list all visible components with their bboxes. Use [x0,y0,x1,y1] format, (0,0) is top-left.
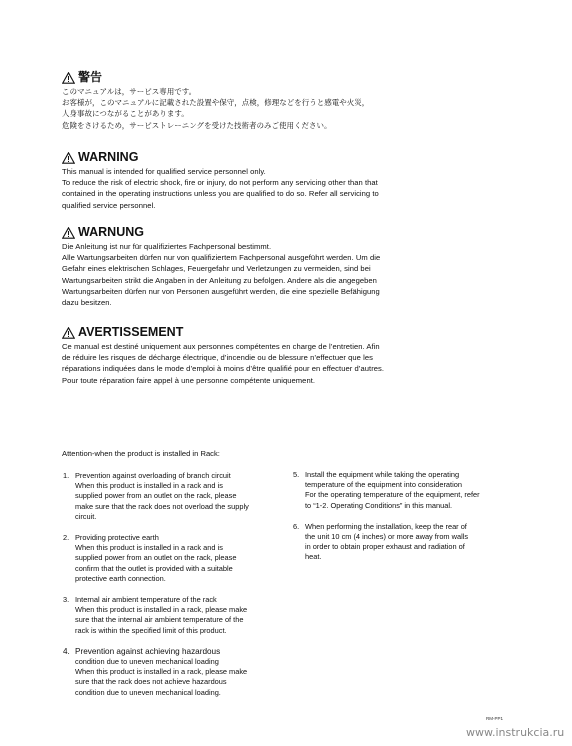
fr-warning-body [62,341,502,386]
rack-item-line: temperature of the equipment into consideration [305,480,462,490]
rack-item-line: the unit 10 cm (4 inches) or more away from walls [305,532,469,542]
en-warning-title [62,150,502,165]
fr-warning-title [62,325,502,340]
rack-item-body [63,543,278,584]
rack-item-line: condition due to uneven mechanical loading [75,657,219,667]
rack-item-line: supplied power from an outlet on the rack, please [75,491,237,501]
jp-warning-line: このマニュアルは，サービス専用です。 [62,87,197,96]
rack-item-body [63,481,278,522]
rack-items-left-column [63,471,278,709]
rack-item-number: 2. [63,533,70,543]
en-warning-section [62,150,502,211]
de-warning-line: Die Anleitung ist nur für qualifiziertes Fachpersonal bestimmt. [62,242,272,251]
rack-item-heading: Install the equipment while taking the operating [305,470,460,479]
fr-warning-title-text: AVERTISSEMENT [78,325,184,339]
rack-item-heading: Prevention against overloading of branch circuit [75,471,231,480]
rack-item-line: heat. [305,552,322,562]
warning-triangle-icon [62,72,75,84]
en-warning-line: This manual is intended for qualified service personnel only. [62,167,266,176]
rack-item [293,522,513,563]
rack-items-right-column [293,470,513,574]
de-warning-section [62,225,502,308]
rack-item-line: When this product is installed in a rack and is [75,543,223,553]
jp-warning-title [62,70,502,85]
de-warning-title [62,225,502,240]
fr-warning-line: Pour toute réparation faire appel à une personne compétente uniquement. [62,375,316,385]
de-warning-body [62,241,502,308]
rack-item-number: 5. [293,470,300,479]
rack-item [63,647,278,698]
de-warning-line: Wartungsarbeiten dürfen nur von Personen ausgeführt werden, die eine spezielle Befähigung [62,286,380,296]
rack-item [63,471,278,522]
rack-item-line: condition due to uneven mechanical loading. [75,687,221,697]
en-warning-line: contained in the operating instructions unless you are qualified to do so. Refer all servicing to [62,189,379,199]
rack-item-body [293,480,513,511]
fr-warning-line: de réduire les risques de décharge électrique, d’incendie ou de blessure n’effectuer que les [62,353,373,363]
en-warning-line: qualified service personnel. [62,200,156,210]
rack-item-line: confirm that the outlet is provided with a suitable [75,563,233,573]
rack-item-number: 1. [63,471,70,480]
rack-item-heading: When performing the installation, keep the rear of [305,521,467,531]
fr-warning-section [62,325,502,386]
jp-warning-section [62,70,502,131]
rack-item-body [293,532,513,563]
rack-item-line: sure that the rack does not achieve hazardous [75,677,227,687]
fr-warning-line: réparations indiquées dans le mode d’emploi à moins d’être qualifié pour en effectuer d’autres. [62,364,385,374]
en-warning-line: To reduce the risk of electric shock, fire or injury, do not perform any servicing other than that [62,178,378,188]
jp-warning-title-text: 警告 [78,70,103,84]
rack-item-number: 4. [63,646,70,656]
rack-item-line: circuit. [75,511,97,521]
rack-item-line: in order to obtain proper exhaust and radiation of [305,542,465,552]
rack-item-body [63,657,278,698]
rack-item-line: supplied power from an outlet on the rack, please [75,553,237,563]
jp-warning-line: 危険をさけるため，サービストレーニングを受けた技術者のみご使用ください。 [62,120,332,130]
rack-item-body [63,605,278,636]
de-warning-line: dazu besitzen. [62,298,112,308]
rack-item-heading: Providing protective earth [75,533,159,543]
rack-item-line: For the operating temperature of the equipment, refer [305,490,480,500]
warning-triangle-icon [62,327,75,339]
rack-item-line: When this product is installed in a rack, please make [75,667,248,677]
rack-item [293,470,513,511]
warning-triangle-icon [62,152,75,164]
rack-item-heading: Prevention against achieving hazardous [75,646,221,656]
de-warning-line: Alle Wartungsarbeiten dürfen nur von qualifiziertem Fachpersonal ausgeführt werden. Um die [62,253,381,263]
rack-item [63,595,278,636]
rack-item-number: 3. [63,595,70,605]
jp-warning-body [62,86,502,131]
watermark: www.instrukcia.ru [466,726,565,739]
rack-item [63,533,278,584]
rack-item-line: When this product is installed in a rack, please make [75,605,248,615]
jp-warning-line: お客様が，このマニュアルに記載された設置や保守，点検，修理などを行うと感電や火災， [62,98,370,108]
en-warning-body [62,166,502,211]
de-warning-line: Gefahr eines elektrischen Schlages, Feuergefahr und Verletzungen zu vermeiden, sind bei [62,264,371,274]
rack-item-number: 6. [293,521,300,531]
rack-item-line: protective earth connection. [75,573,166,583]
rack-item-line: make sure that the rack does not overload the supply [75,501,249,511]
jp-warning-line: 人身事故につながることがあります。 [62,109,189,119]
rack-item-line: rack is within the specified limit of this product. [75,625,227,635]
warning-triangle-icon [62,227,75,239]
rack-item-line: When this product is installed in a rack and is [75,481,223,491]
rack-attention-title: Attention-when the product is installed in Rack: [62,449,220,458]
rack-item-heading: Internal air ambient temperature of the rack [75,595,217,605]
fr-warning-line: Ce manual est destiné uniquement aux personnes compétentes en charge de l’entretien. Afin [62,342,380,351]
rack-item-line: sure that the internal air ambient temperature of the [75,615,244,625]
de-warning-line: Wartungsarbeiten strikt die Angaben in der Anleitung zu befolgen. Andere als die angegeben [62,275,377,285]
document-code: RM-PP1 [486,716,504,721]
en-warning-title-text: WARNING [78,150,139,164]
rack-item-line: to “1-2. Operating Conditions” in this manual. [305,500,453,510]
de-warning-title-text: WARNUNG [78,225,144,239]
